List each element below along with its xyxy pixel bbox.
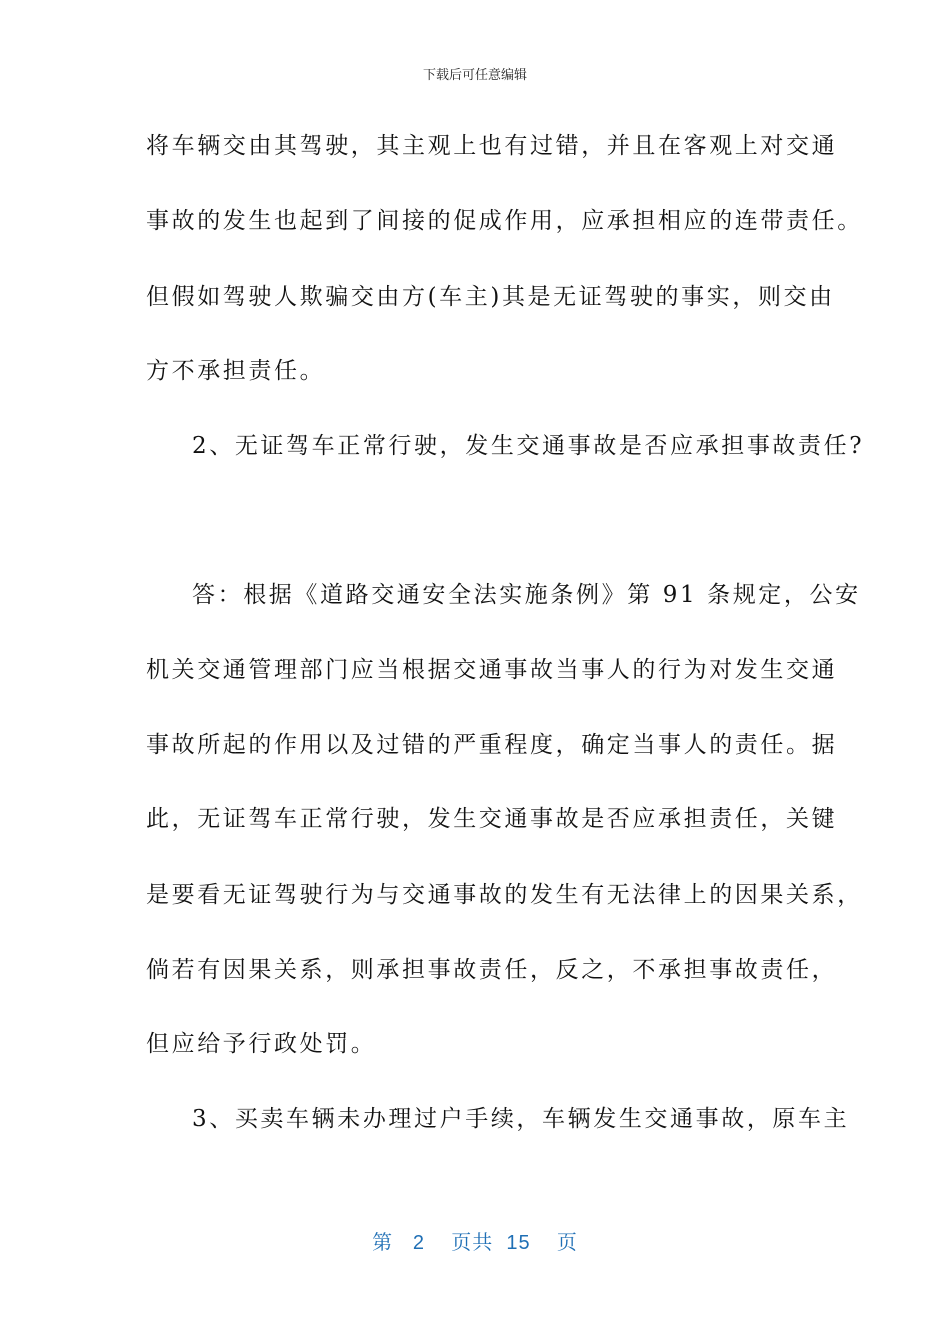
text-line: 此，无证驾车正常行驶，发生交通事故是否应承担责任，关键: [146, 806, 838, 832]
question-heading: 3、买卖车辆未办理过户手续，车辆发生交通事故，原车主: [192, 1106, 850, 1132]
text-line: 但假如驾驶人欺骗交由方(车主)其是无证驾驶的事实，则交由: [146, 284, 835, 310]
footer-page-number: 2: [412, 1232, 425, 1254]
text-line: 倘若有因果关系，则承担事故责任，反之，不承担事故责任，: [146, 957, 838, 983]
text-line: 是要看无证驾驶行为与交通事故的发生有无法律上的因果关系，: [146, 882, 863, 908]
text-line: 机关交通管理部门应当根据交通事故当事人的行为对发生交通: [146, 657, 838, 683]
text-line: 答：根据《道路交通安全法实施条例》第 91 条规定，公安: [192, 582, 861, 608]
page-footer: [0, 1226, 950, 1255]
footer-middle: 页共: [451, 1232, 494, 1254]
page-header: 下载后可任意编辑: [422, 68, 527, 83]
text-line: 事故的发生也起到了间接的促成作用，应承担相应的连带责任。: [146, 208, 863, 234]
question-heading: 2、无证驾车正常行驶，发生交通事故是否应承担事故责任?: [192, 433, 865, 459]
text-line: 方不承担责任。: [146, 358, 326, 384]
footer-total-pages: 15: [506, 1232, 531, 1254]
text-line: 但应给予行政处罚。: [146, 1031, 377, 1057]
text-line: 事故所起的作用以及过错的严重程度，确定当事人的责任。据: [146, 732, 838, 758]
footer-prefix: 第: [372, 1232, 394, 1254]
footer-suffix: 页: [556, 1232, 578, 1254]
text-line: 将车辆交由其驾驶，其主观上也有过错，并且在客观上对交通: [146, 133, 838, 159]
